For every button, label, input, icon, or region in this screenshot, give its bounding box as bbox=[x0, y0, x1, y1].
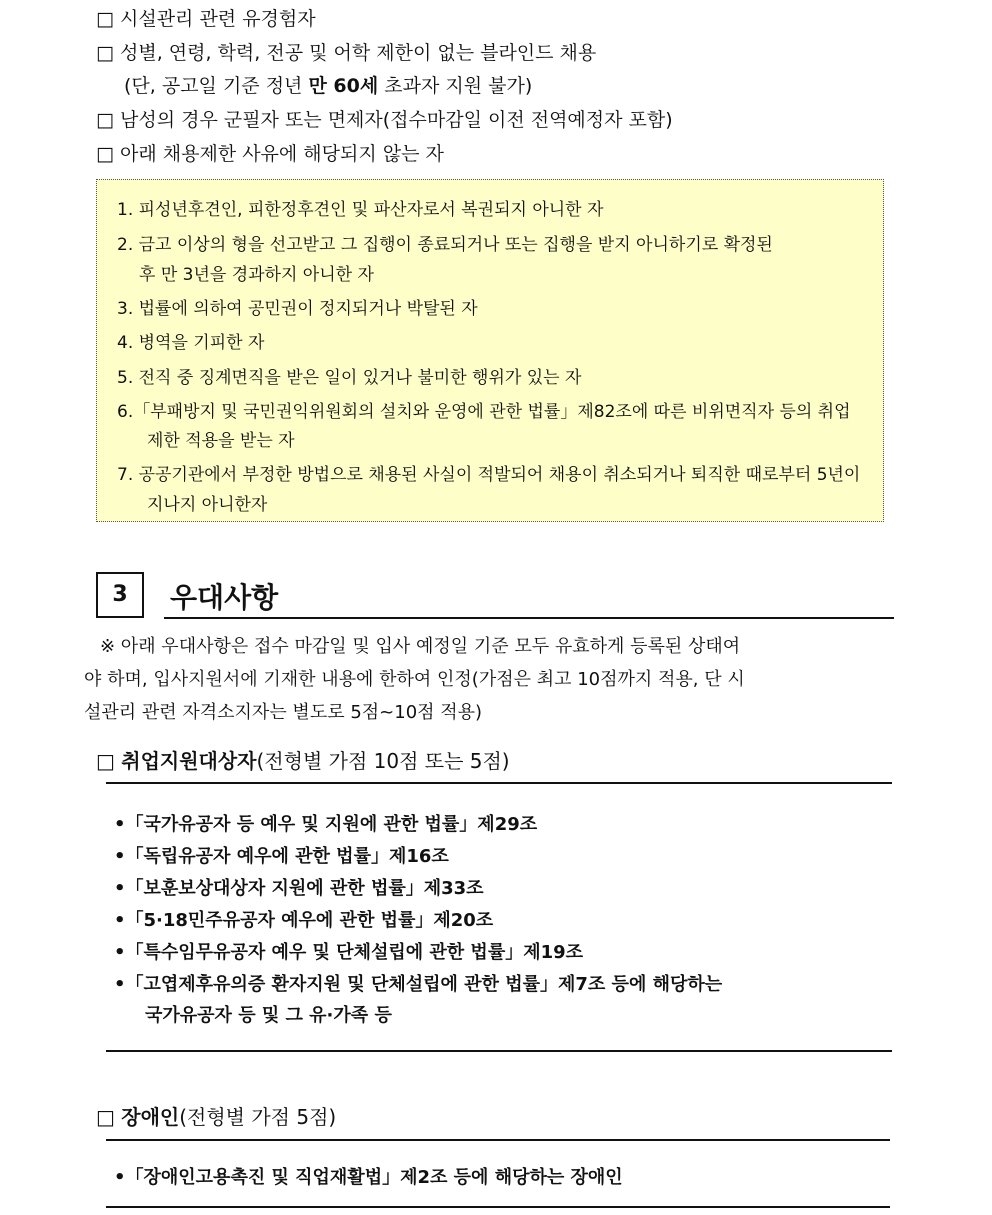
law-item-cont: 국가유공자 등 및 그 유·가족 등 bbox=[145, 1005, 392, 1026]
section-note-line: ※ 아래 우대사항은 접수 마감일 및 입사 예정일 기준 모두 유효하게 등록된 상태여 bbox=[100, 636, 741, 657]
requirement-item: □ 남성의 경우 군필자 또는 면제자(접수마감일 이전 전역예정자 포함) bbox=[96, 109, 673, 131]
subnote-prefix: (단, 공고일 기준 정년 bbox=[124, 75, 309, 97]
requirement-item: □ 아래 채용제한 사유에 해당되지 않는 자 bbox=[96, 143, 444, 165]
requirement-item: □ 시설관리 관련 유경험자 bbox=[96, 8, 316, 30]
employment-support-title: 취업지원대상자 bbox=[121, 749, 257, 773]
section-number: 3 bbox=[96, 572, 144, 618]
divider bbox=[106, 1206, 890, 1208]
restriction-item: 7. 공공기관에서 부정한 방법으로 채용된 사실이 적발되어 채용이 취소되거나 퇴직한 때로부터 5년이 bbox=[117, 465, 861, 485]
restriction-item-cont: 후 만 3년을 경과하지 아니한 자 bbox=[139, 265, 374, 285]
requirement-item: □ 성별, 연령, 학력, 전공 및 어학 제한이 없는 블라인드 채용 bbox=[96, 42, 597, 64]
section-title: 우대사항 bbox=[170, 581, 279, 614]
subnote-suffix: 초과자 지원 불가) bbox=[378, 75, 533, 97]
checkbox-glyph: □ bbox=[96, 1105, 115, 1129]
divider bbox=[106, 1050, 892, 1052]
requirement-subnote bbox=[124, 71, 532, 98]
restrictions-box bbox=[96, 179, 884, 522]
divider bbox=[106, 1139, 890, 1141]
section-note-line: 설관리 관련 자격소지자는 별도로 5점~10점 적용) bbox=[84, 702, 483, 723]
section-title-underline bbox=[164, 617, 894, 619]
law-item: •「국가유공자 등 예우 및 지원에 관한 법률」제29조 bbox=[114, 814, 538, 835]
employment-support-detail: (전형별 가점 10점 또는 5점) bbox=[256, 749, 510, 773]
restriction-item-cont: 제한 적용을 받는 자 bbox=[147, 431, 295, 451]
section-note-line: 야 하며, 입사지원서에 기재한 내용에 한하여 인정(가점은 최고 10점까지 적용, 단 시 bbox=[84, 669, 745, 690]
law-item: •「독립유공자 예우에 관한 법률」제16조 bbox=[114, 846, 449, 867]
law-item: •「장애인고용촉진 및 직업재활법」제2조 등에 해당하는 장애인 bbox=[114, 1167, 623, 1188]
restriction-item: 1. 피성년후견인, 피한정후견인 및 파산자로서 복권되지 아니한 자 bbox=[117, 200, 604, 220]
law-item: •「보훈보상대상자 지원에 관한 법률」제33조 bbox=[114, 878, 484, 899]
divider bbox=[106, 782, 892, 784]
law-item: •「특수임무유공자 예우 및 단체설립에 관한 법률」제19조 bbox=[114, 942, 584, 963]
law-item: •「5·18민주유공자 예우에 관한 법률」제20조 bbox=[114, 910, 494, 931]
checkbox-glyph: □ bbox=[96, 749, 115, 773]
employment-support-heading bbox=[96, 745, 510, 774]
restriction-item-cont: 지나지 아니한자 bbox=[147, 495, 268, 515]
subnote-bold: 만 60세 bbox=[308, 75, 379, 97]
disabled-detail: (전형별 가점 5점) bbox=[179, 1105, 337, 1129]
restriction-item: 2. 금고 이상의 형을 선고받고 그 집행이 종료되거나 또는 집행을 받지 아니하기로 확정된 bbox=[117, 235, 773, 255]
disabled-title: 장애인 bbox=[121, 1105, 180, 1129]
restriction-item: 5. 전직 중 징계면직을 받은 일이 있거나 불미한 행위가 있는 자 bbox=[117, 368, 582, 388]
restriction-item: 3. 법률에 의하여 공민권이 정지되거나 박탈된 자 bbox=[117, 299, 478, 319]
disabled-heading bbox=[96, 1101, 336, 1130]
law-item: •「고엽제후유의증 환자지원 및 단체설립에 관한 법률」제7조 등에 해당하는 bbox=[114, 974, 723, 995]
restriction-item: 6.「부패방지 및 국민권익위원회의 설치와 운영에 관한 법률」제82조에 따른 비위면직자 등의 취업 bbox=[117, 402, 851, 422]
restriction-item: 4. 병역을 기피한 자 bbox=[117, 333, 265, 353]
